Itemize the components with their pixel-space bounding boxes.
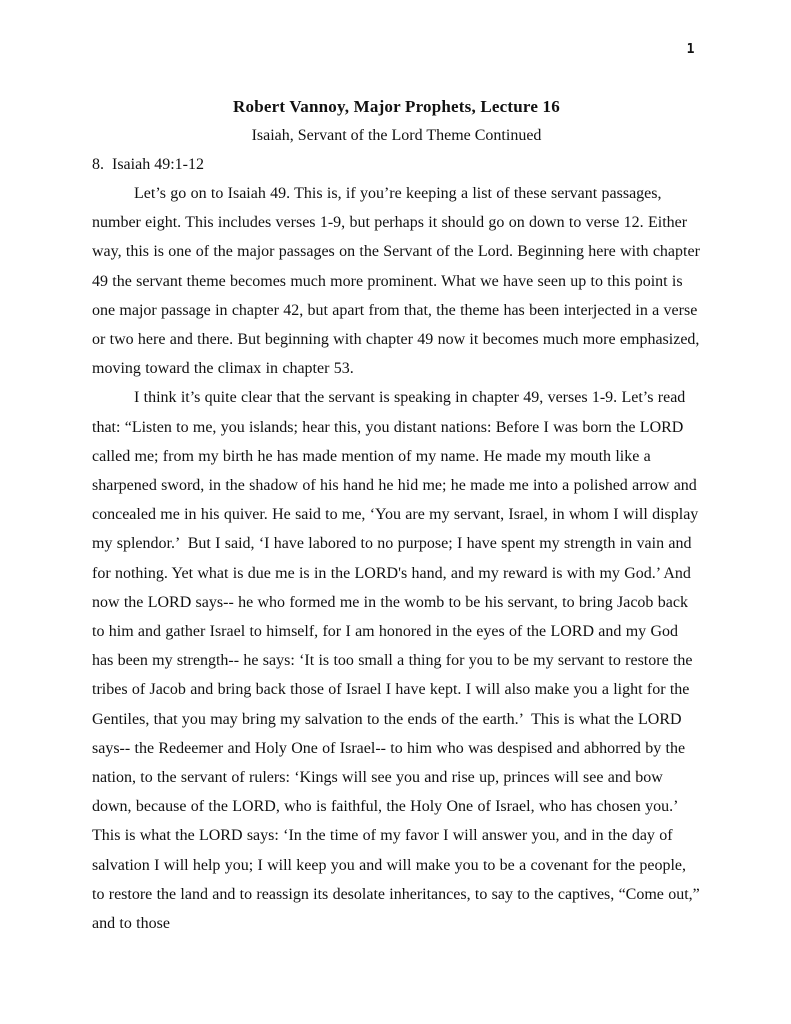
page-number: 1 [686,42,695,57]
paragraph-1: Let’s go on to Isaiah 49. This is, if you’re keeping a list of these servant passages, number eight. This includes verses 1-9, but perhaps it should go on down to verse 12. Either way, this is one of the major passages on the Servant of the Lord. Beginning here with chapter 49 the servant theme becomes much more prominent. What we have seen up to this point is one major passage in chapter 42, but apart from that, the theme has been interjected in a verse or two here and there. But beginning with chapter 49 now it becomes much more emphasized, moving toward the climax in chapter 53. [92,185,705,378]
paragraph-2: I think it’s quite clear that the servant is speaking in chapter 49, verses 1-9. Let’s read that: “Listen to me, you islands; hear this, you distant nations: Before I was born the LORD called me; from my birth he has made mention of my name. He made my mouth like a sharpened sword, in the shadow of his hand he hid me; he made me into a polished arrow and concealed me in his quiver. He said to me, ‘You are my servant, Israel, in whom I will display my splendor.’ But I said, ‘I have labored to no purpose; I have spent my strength in vain and for nothing. Yet what is due me is in the LORD's hand, and my reward is with my God.’ And now the LORD says-- he who formed me in the womb to be his servant, to bring Jacob back to him and gather Israel to himself, for I am honored in the eyes of the LORD and my God has been my strength-- he says: ‘It is too small a thing for you to be my servant to restore the tribes of Jacob and bring back those of Israel I have kept. I will also make you a light for the Gentiles, that you may bring my salvation to the ends of the earth.’ This is what the LORD says-- the Redeemer and Holy One of Israel-- to him who was despised and abhorred by the nation, to the servant of rulers: ‘Kings will see you and rise up, princes will see and bow down, because of the LORD, who is faithful, the Holy One of Israel, who has chosen you.’ This is what the LORD says: ‘In the time of my favor I will answer you, and in the day of salvation I will help you; I will keep you and will make you to be a covenant for the people, to restore the land and to reassign its desolate inheritances, to say to the captives, “Come out,” and to those [92,389,705,933]
page-title: Robert Vannoy, Major Prophets, Lecture 16 [233,97,560,116]
section-heading: 8. Isaiah 49:1-12 [92,156,204,173]
page-subtitle: Isaiah, Servant of the Lord Theme Continued [251,127,542,144]
